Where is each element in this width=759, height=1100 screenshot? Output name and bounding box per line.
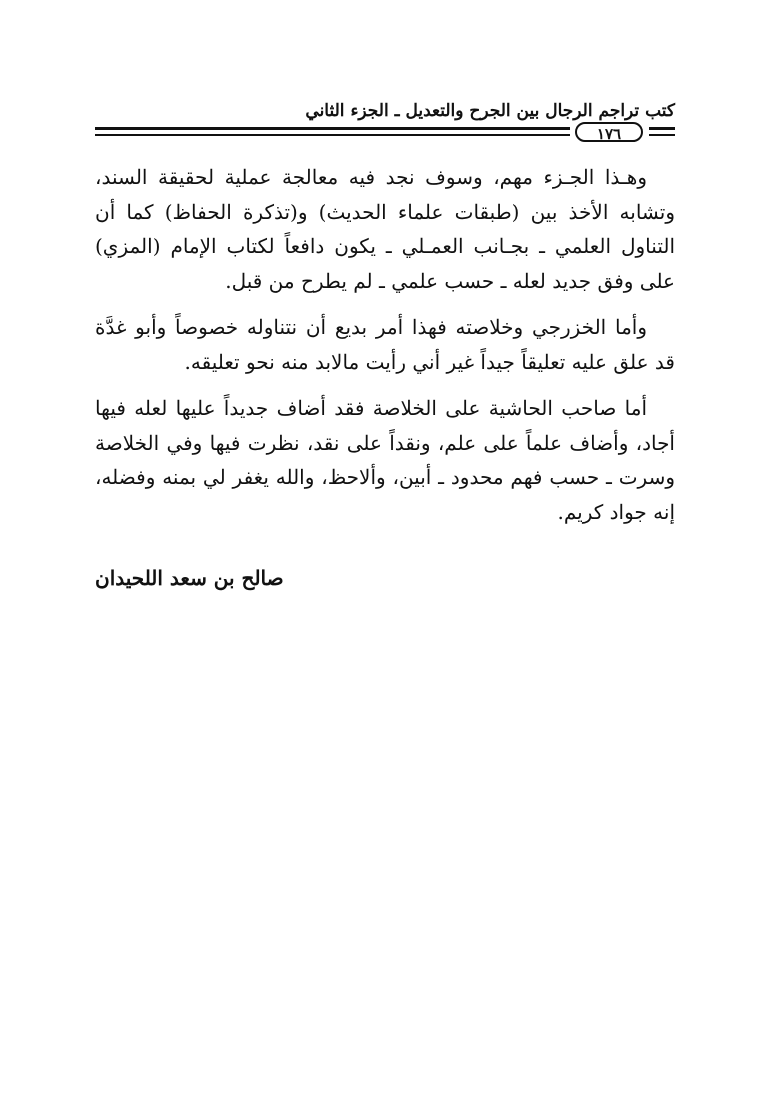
header-rule-line-thick (95, 127, 570, 130)
author-signature: صالح بن سعد اللحيدان (95, 566, 284, 590)
signature-block (95, 563, 675, 593)
body-text (95, 160, 675, 529)
header-rule-line-thin (95, 134, 570, 136)
page-number: ١٧٦ (575, 122, 643, 142)
paragraph-1: وهـذا الجـزء مهم، وسوف نجد فيه معالجة عملية لحقيقة السند، وتشابه الأخذ بين (طبقات علماء الحديث) و(تذكرة الحفاظ) كما أن التناول العلمي ـ بجـانب العمـلي ـ يكون دافعاً لكتاب الإمام (المزي) على وفق جديد لعله ـ حسب علمي ـ لم يطرح من قبل. (95, 165, 675, 293)
header-rule-short-thin (649, 134, 675, 136)
paragraph-3: أما صاحب الحاشية على الخلاصة فقد أضاف جديداً عليها لعله فيها أجاد، وأضاف علماً على علم، ونقداً على نقد، نظرت فيها وفي الخلاصة وسرت ـ حسب فهم محدود ـ أبين، وألاحظ، والله يغفر لي بمنه وفضله، إنه جواد كريم. (95, 396, 675, 524)
running-header-title: كتب تراجم الرجال بين الجرح والتعديل ـ الجزء الثاني (305, 101, 675, 121)
header-rule (95, 122, 675, 144)
header-rule-short-thick (649, 127, 675, 130)
paragraph-2: وأما الخزرجي وخلاصته فهذا أمر بديع أن نتناوله خصوصاً وأبو غدَّة قد علق عليه تعليقاً جيداً غير أني رأيت مالابد منه نحو تعليقه. (95, 315, 675, 374)
